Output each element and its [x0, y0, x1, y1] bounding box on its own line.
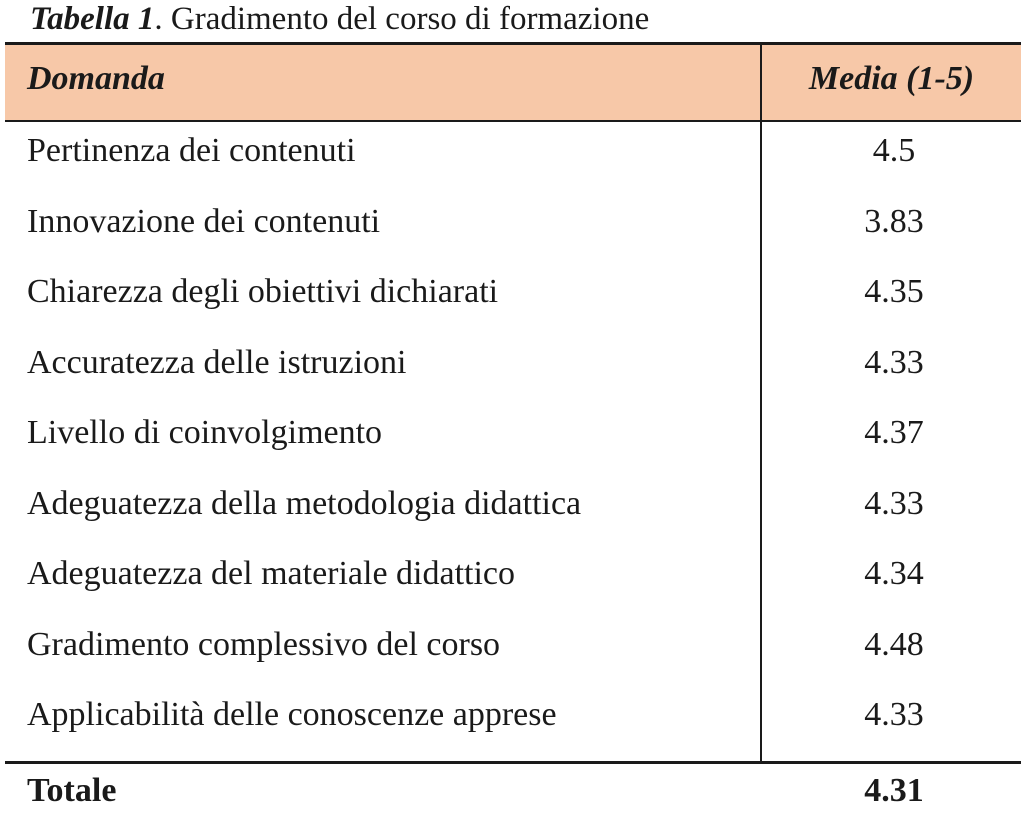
row-question: Chiarezza degli obiettivi dichiarati — [27, 273, 499, 310]
row-question: Gradimento complessivo del corso — [27, 625, 501, 663]
row-mean: 4.37 — [864, 414, 924, 451]
table-row — [5, 616, 1021, 687]
table-body — [5, 122, 1021, 757]
table-row — [5, 193, 1021, 264]
table-row — [5, 263, 1021, 334]
row-mean: 4.33 — [864, 343, 924, 381]
satisfaction-table — [5, 42, 1021, 811]
row-question: Adeguatezza del materiale didattico — [27, 555, 516, 592]
header-question: Domanda — [27, 60, 165, 97]
total-mean: 4.31 — [864, 772, 924, 809]
table-row — [5, 475, 1021, 546]
row-mean: 4.5 — [872, 132, 916, 169]
caption-label: Tabella 1 — [30, 1, 155, 37]
row-question: Livello di coinvolgimento — [27, 414, 383, 451]
table-row — [5, 404, 1021, 475]
header-mean: Media (1-5) — [808, 60, 975, 97]
row-question: Adeguatezza della metodologia didattica — [27, 484, 582, 522]
row-question: Applicabilità delle conoscenze apprese — [27, 696, 557, 733]
table-caption — [30, 0, 649, 42]
row-mean: 3.83 — [864, 202, 924, 240]
table-row — [5, 545, 1021, 616]
table-row — [5, 686, 1021, 757]
row-question: Accuratezza delle istruzioni — [27, 343, 407, 381]
total-label: Totale — [27, 772, 117, 809]
caption-text: . Gradimento del corso di formazione — [154, 1, 650, 37]
table-row — [5, 122, 1021, 193]
total-row — [5, 764, 1021, 811]
row-mean: 4.33 — [864, 696, 924, 733]
row-mean: 4.33 — [864, 484, 924, 522]
row-question: Innovazione dei contenuti — [27, 202, 381, 240]
row-mean: 4.34 — [864, 555, 924, 592]
row-question: Pertinenza dei contenuti — [27, 132, 356, 169]
row-mean: 4.35 — [864, 273, 924, 310]
table-row — [5, 334, 1021, 405]
row-mean: 4.48 — [864, 625, 924, 663]
